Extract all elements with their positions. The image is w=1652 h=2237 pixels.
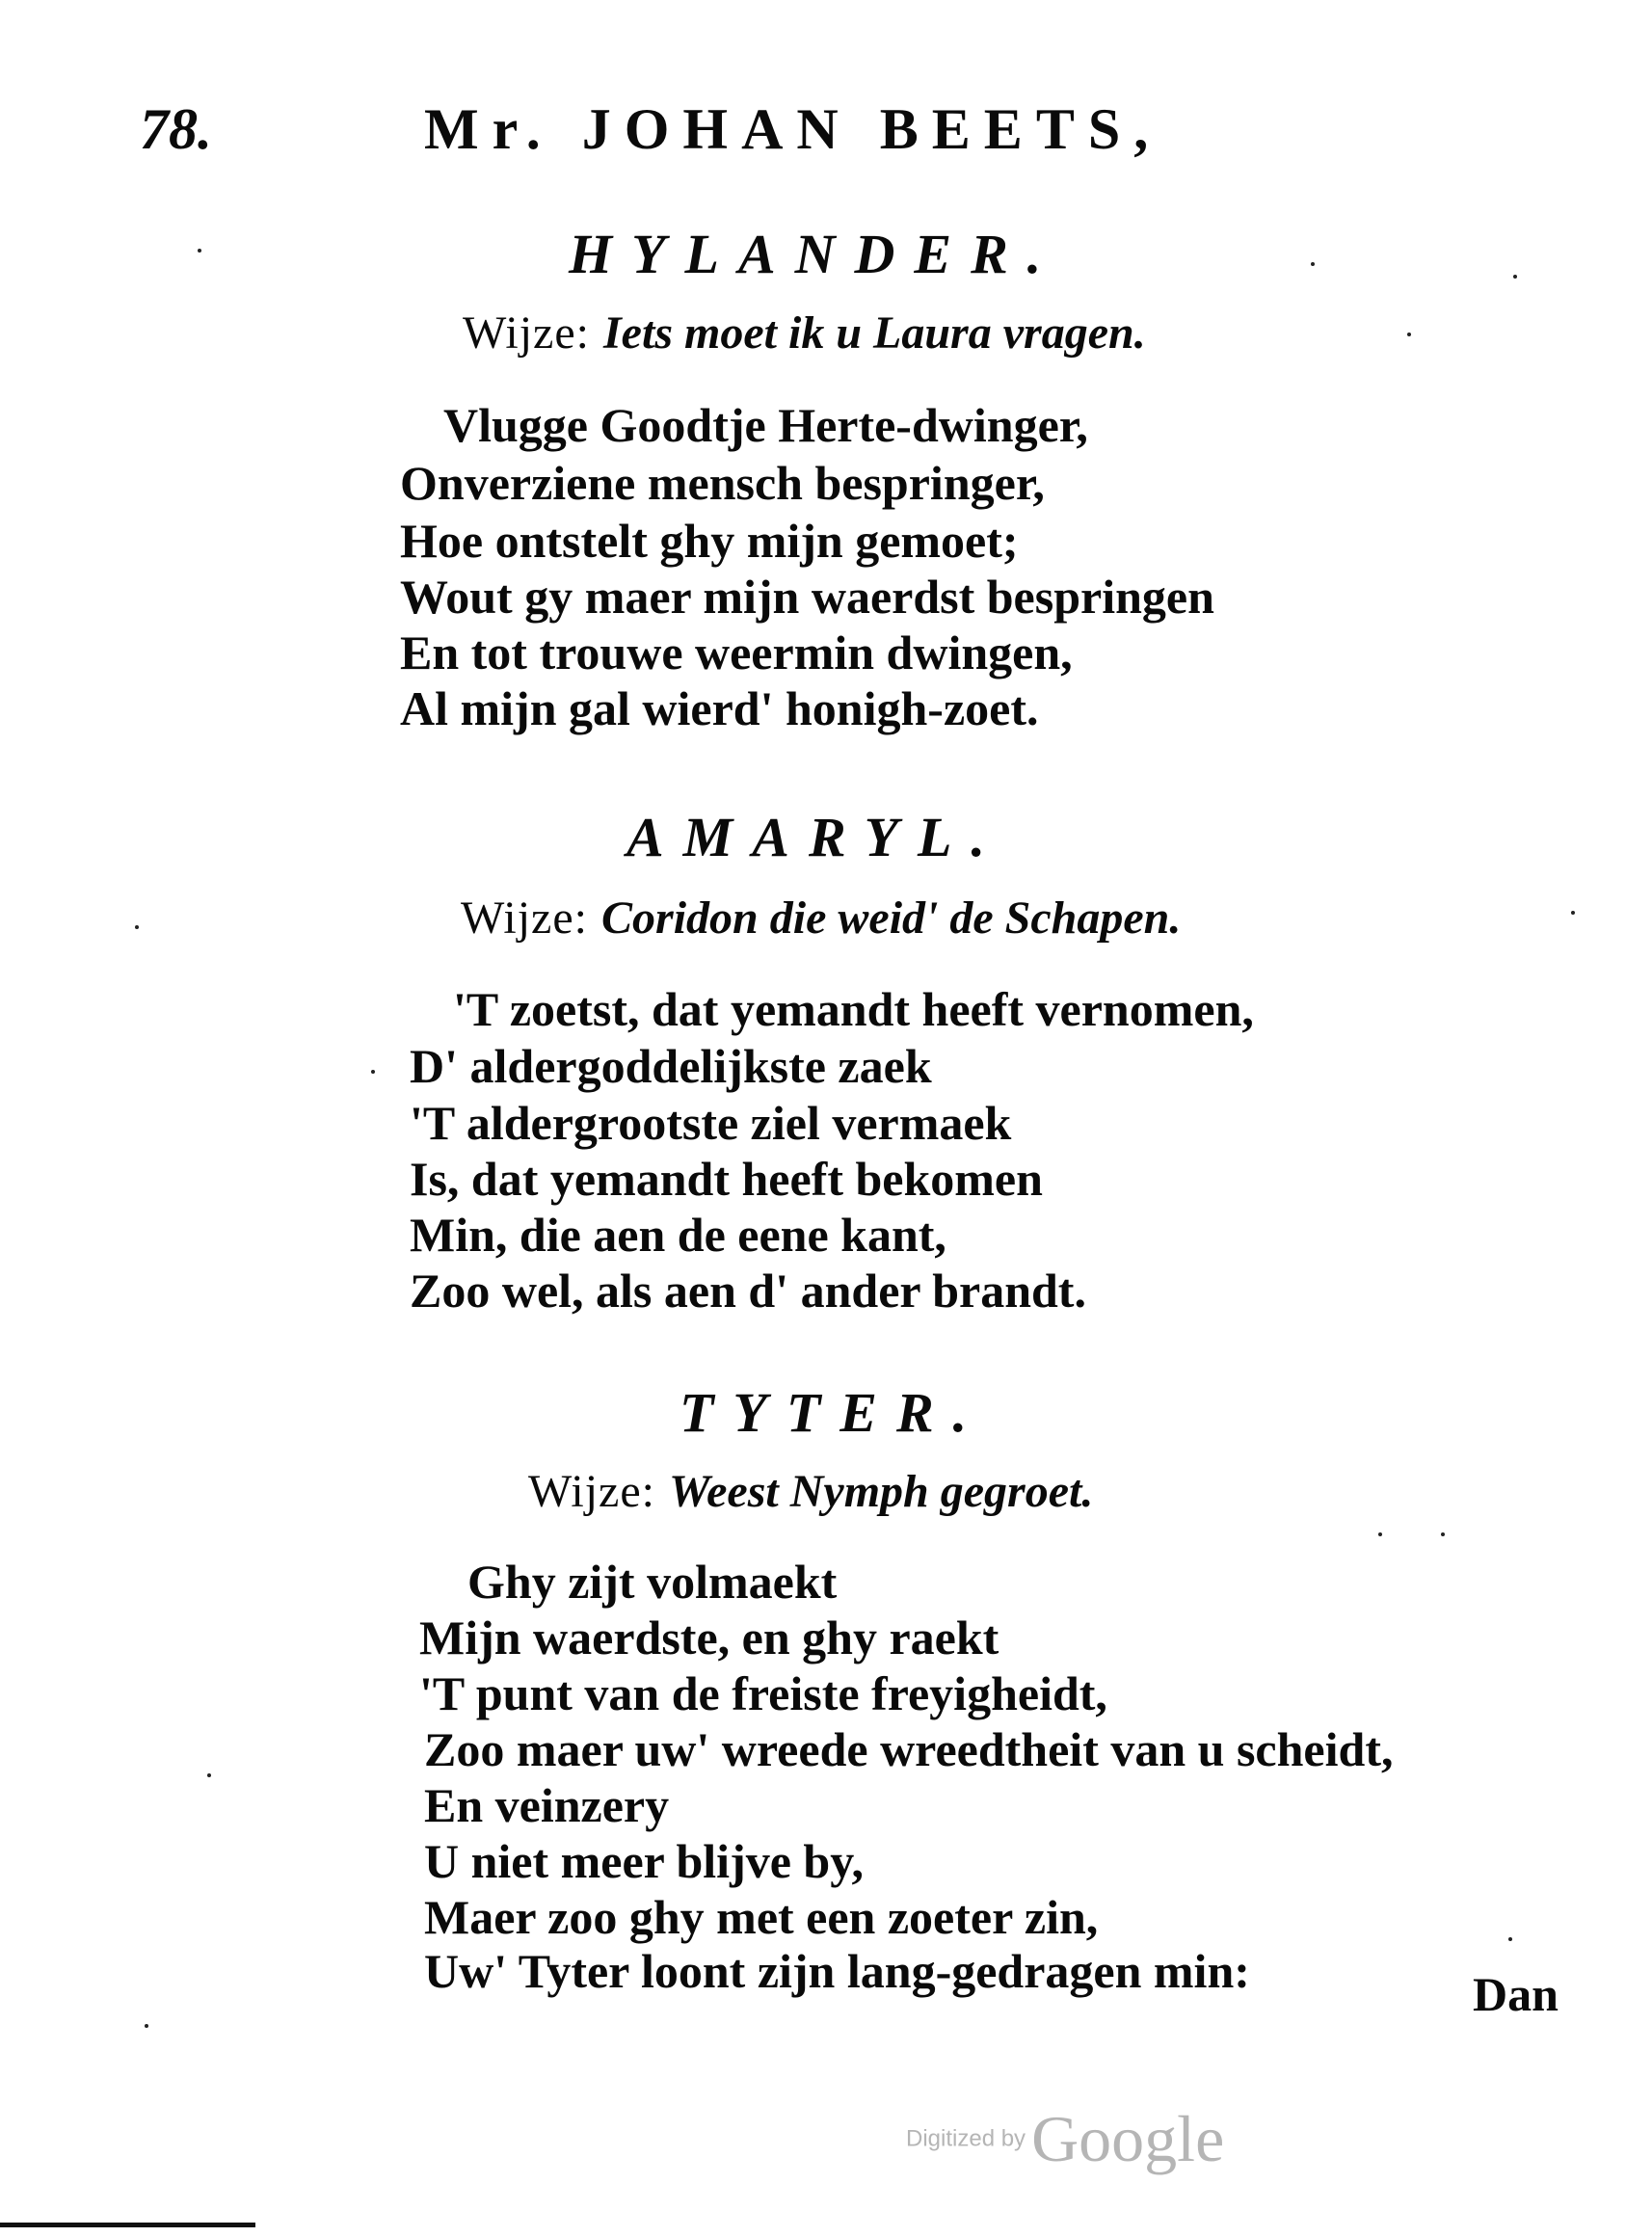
speaker-heading: TYTER. [679,1381,987,1444]
speaker-heading: AMARYL. [626,806,1004,868]
page-header [0,96,1652,164]
verse-line: 'T zoetst, dat yemandt heeft vernomen, [453,982,1254,1036]
running-head: Mr. JOHAN BEETS, [424,97,1162,161]
tune-label: Wijze: [528,1466,655,1517]
bottom-rule [0,2223,255,2227]
verse-line: Min, die aen de eene kant, [410,1208,946,1262]
scan-speck [1378,1532,1382,1536]
scan-speck [135,925,139,929]
verse-line: Vlugge Goodtje Herte-dwinger, [443,398,1088,452]
verse-line: En veinzery [424,1778,670,1832]
page-number: 78. [140,97,212,161]
scan-speck [1407,333,1411,336]
scan-speck [1508,1937,1512,1941]
digitized-label: Digitized by [906,2125,1026,2152]
tune-line [463,306,1146,360]
verse-line: Zoo wel, als aen d' ander brandt. [410,1264,1086,1318]
tune-label: Wijze: [461,892,588,944]
tune-name: Iets moet ik u Laura vragen. [603,307,1146,359]
verse-line: Is, dat yemandt heeft bekomen [410,1152,1043,1206]
scan-speck [207,1773,211,1777]
tune-line [461,892,1181,945]
verse-line: Onverziene mensch bespringer, [400,456,1045,510]
digitized-watermark [906,2101,1224,2177]
verse-line: 'T aldergrootste ziel vermaek [410,1096,1012,1150]
scan-speck [1441,1532,1445,1536]
verse-line: En tot trouwe weermin dwingen, [400,626,1073,679]
verse-line: Al mijn gal wierd' honigh-zoet. [400,681,1039,735]
verse-line: Hoe ontstelt ghy mijn gemoet; [400,514,1019,568]
tune-label: Wijze: [463,307,590,359]
tune-line [528,1465,1093,1518]
verse-line: Maer zoo ghy met een zoeter zin, [424,1890,1099,1944]
tune-name: Weest Nymph gegroet. [669,1466,1094,1517]
verse-line: Mijn waerdste, en ghy raekt [419,1611,999,1664]
catchword: Dan [1473,1967,1559,2021]
scan-speck [1571,911,1575,915]
scan-speck [1311,262,1315,266]
scan-speck [371,1070,375,1074]
tune-name: Coridon die weid' de Schapen. [601,892,1182,944]
speaker-heading: HYLANDER. [569,223,1061,285]
verse-line: Zoo maer uw' wreede wreedtheit van u scheidt, [424,1722,1394,1776]
scan-speck [198,249,201,253]
scan-speck [1513,275,1517,279]
google-logo: Google [1031,2102,1225,2175]
verse-line: 'T punt van de freiste freyigheidt, [419,1666,1107,1720]
verse-line: U niet meer blijve by, [424,1834,864,1888]
verse-line: Uw' Tyter loont zijn lang-gedragen min: [424,1944,1250,1998]
verse-line: Ghy zijt volmaekt [467,1555,838,1609]
verse-line: D' aldergoddelijkste zaek [410,1039,932,1093]
scan-speck [145,2024,148,2028]
verse-line: Wout gy maer mijn waerdst bespringen [400,570,1214,624]
